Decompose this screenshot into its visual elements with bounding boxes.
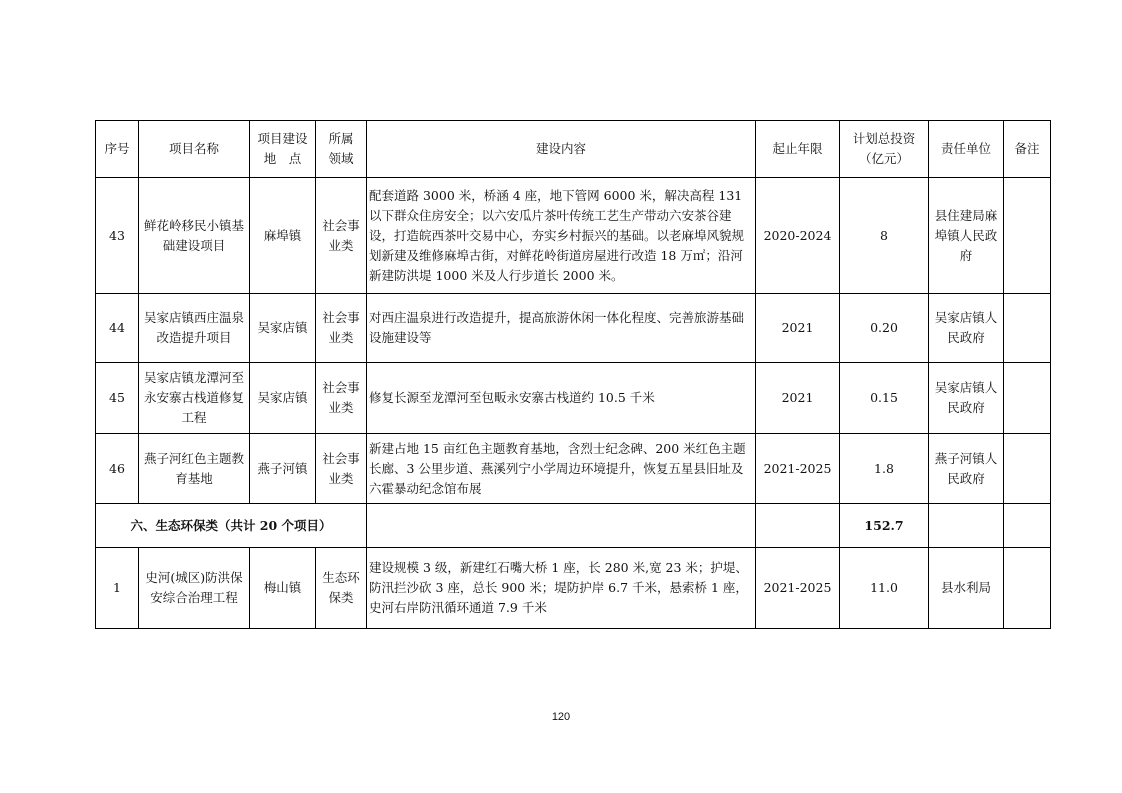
cell-period: 2021-2025 bbox=[756, 434, 840, 504]
cell-content: 建设规模 3 级，新建红石嘴大桥 1 座，长 280 米,宽 23 米；护堤、防汛拦沙砍 3 座，总长 900 米；堤防护岸 6.7 千米，悬索桥 1 座，史河右岸防汛循环通道 7.9 千米 bbox=[367, 548, 756, 629]
cell-remark bbox=[1004, 294, 1051, 363]
section-row bbox=[96, 504, 1051, 548]
cell-remark bbox=[1004, 178, 1051, 294]
section-title: 六、生态环保类（共计 20 个项目） bbox=[96, 504, 367, 548]
table-row bbox=[96, 363, 1051, 434]
cell-location: 吴家店镇 bbox=[250, 363, 316, 434]
cell-no: 1 bbox=[96, 548, 139, 629]
cell-location: 梅山镇 bbox=[250, 548, 316, 629]
cell-unit: 吴家店镇人民政府 bbox=[929, 294, 1004, 363]
cell-no: 45 bbox=[96, 363, 139, 434]
cell-location: 燕子河镇 bbox=[250, 434, 316, 504]
section-empty bbox=[929, 504, 1004, 548]
cell-field: 社会事业类 bbox=[316, 363, 367, 434]
table-header-row bbox=[96, 121, 1051, 178]
cell-content: 对西庄温泉进行改造提升，提高旅游休闲一体化程度、完善旅游基础设施建设等 bbox=[367, 294, 756, 363]
cell-unit: 燕子河镇人民政府 bbox=[929, 434, 1004, 504]
cell-field: 生态环保类 bbox=[316, 548, 367, 629]
cell-invest: 8 bbox=[840, 178, 929, 294]
header-invest: 计划总投资 （亿元） bbox=[840, 121, 929, 178]
cell-period: 2021-2025 bbox=[756, 548, 840, 629]
section-empty bbox=[367, 504, 756, 548]
cell-period: 2020-2024 bbox=[756, 178, 840, 294]
cell-content: 修复长源至龙潭河至包畈永安寨古栈道约 10.5 千米 bbox=[367, 363, 756, 434]
cell-content: 新建占地 15 亩红色主题教育基地，含烈士纪念碑、200 米红色主题长廊、3 公里步道、燕溪列宁小学周边环境提升，恢复五星县旧址及六霍暴动纪念馆布展 bbox=[367, 434, 756, 504]
table-row bbox=[96, 548, 1051, 629]
cell-remark bbox=[1004, 363, 1051, 434]
header-content: 建设内容 bbox=[367, 121, 756, 178]
header-name: 项目名称 bbox=[139, 121, 250, 178]
header-location: 项目建设 地 点 bbox=[250, 121, 316, 178]
cell-period: 2021 bbox=[756, 363, 840, 434]
cell-location: 吴家店镇 bbox=[250, 294, 316, 363]
header-unit: 责任单位 bbox=[929, 121, 1004, 178]
cell-period: 2021 bbox=[756, 294, 840, 363]
cell-unit: 县水利局 bbox=[929, 548, 1004, 629]
cell-no: 44 bbox=[96, 294, 139, 363]
table-row bbox=[96, 294, 1051, 363]
cell-name: 史河(城区)防洪保安综合治理工程 bbox=[139, 548, 250, 629]
cell-invest: 1.8 bbox=[840, 434, 929, 504]
cell-location: 麻埠镇 bbox=[250, 178, 316, 294]
cell-invest: 11.0 bbox=[840, 548, 929, 629]
header-remark: 备注 bbox=[1004, 121, 1051, 178]
cell-name: 吴家店镇龙潭河至永安寨古栈道修复工程 bbox=[139, 363, 250, 434]
cell-no: 43 bbox=[96, 178, 139, 294]
cell-invest: 0.20 bbox=[840, 294, 929, 363]
cell-field: 社会事业类 bbox=[316, 434, 367, 504]
cell-invest: 0.15 bbox=[840, 363, 929, 434]
section-empty bbox=[756, 504, 840, 548]
cell-remark bbox=[1004, 434, 1051, 504]
cell-unit: 县住建局麻埠镇人民政府 bbox=[929, 178, 1004, 294]
header-period: 起止年限 bbox=[756, 121, 840, 178]
cell-unit: 吴家店镇人民政府 bbox=[929, 363, 1004, 434]
cell-remark bbox=[1004, 548, 1051, 629]
page-number: 120 bbox=[551, 711, 571, 723]
section-empty bbox=[1004, 504, 1051, 548]
header-no: 序号 bbox=[96, 121, 139, 178]
cell-field: 社会事业类 bbox=[316, 178, 367, 294]
table-row bbox=[96, 434, 1051, 504]
section-total: 152.7 bbox=[840, 504, 929, 548]
cell-content: 配套道路 3000 米，桥涵 4 座，地下管网 6000 米，解决高程 131 以下群众住房安全；以六安瓜片茶叶传统工艺生产带动六安茶谷建设，打造皖西茶叶交易中心，夯实乡村振兴的基础。以老麻埠风貌规划新建及维修麻埠古街，对鲜花岭街道房屋进行改造 18 万㎡；沿河新建防洪堤 1000 米及人行步道长 2000 米。 bbox=[367, 178, 756, 294]
table-row bbox=[96, 178, 1051, 294]
cell-name: 吴家店镇西庄温泉改造提升项目 bbox=[139, 294, 250, 363]
cell-no: 46 bbox=[96, 434, 139, 504]
header-field: 所属 领域 bbox=[316, 121, 367, 178]
project-table bbox=[95, 120, 1051, 629]
cell-field: 社会事业类 bbox=[316, 294, 367, 363]
cell-name: 燕子河红色主题教育基地 bbox=[139, 434, 250, 504]
cell-name: 鲜花岭移民小镇基础建设项目 bbox=[139, 178, 250, 294]
